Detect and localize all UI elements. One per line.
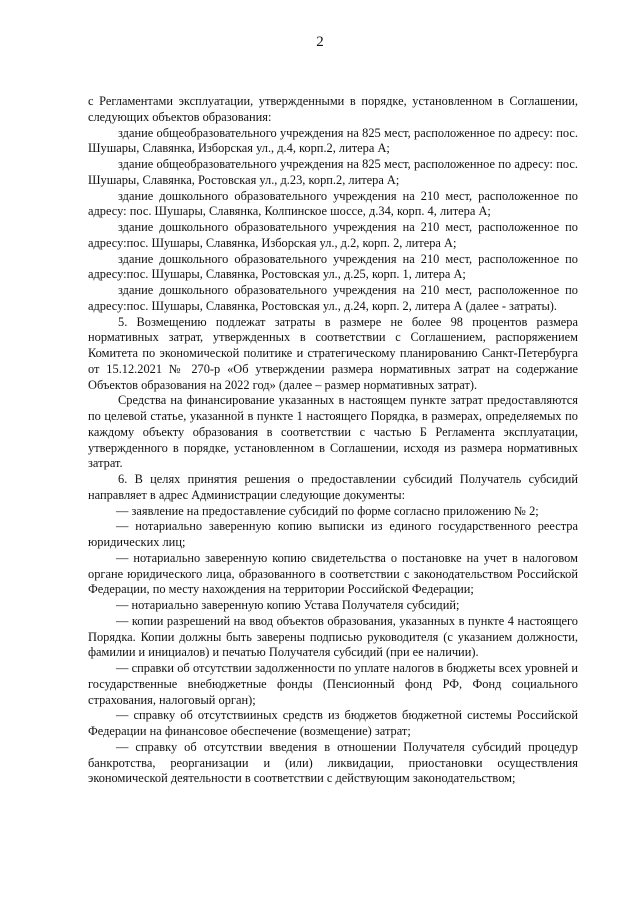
list-item-registry-extract: — нотариально заверенную копию выписки из единого государственного реестра юридических лиц; [88, 519, 578, 549]
paragraph-kindergarten-rostovskaya-24: здание дошкольного образовательного учреждения на 210 мест, расположенное по адресу:пос. Шушары, Славянка, Ростовская ул., д.24, корп. 2, литера А (далее - затраты). [88, 283, 578, 313]
paragraph-funding: Средства на финансирование указанных в настоящем пункте затрат предоставляются по целевой статье, указанной в пункте 1 настоящего Порядка, в размерах, определяемых по каждому объекту образования в соответствии с частью Б Регламента эксплуатации, утвержденного в порядке, установленном в Соглашении, исходя из размера нормативных затрат. [88, 393, 578, 471]
paragraph-school-izborskaya: здание общеобразовательного учреждения на 825 мест, расположенное по адресу: пос. Шушары, Славянка, Изборская ул., д.4, корп.2, литера А; [88, 125, 578, 156]
list-item-charter: — нотариально заверенную копию Устава Получателя субсидий; [116, 598, 460, 612]
page-number: 2 [316, 34, 324, 50]
list-item-permits: — копии разрешений на ввод объектов образования, указанных в пункте 4 настоящего Порядка. Копии должны быть заверены подписью руководителя (с указанием должности, фамилии и инициалов) и печатью Получателя субсидий (при ее наличии). [88, 613, 578, 660]
list-item-no-debt: — справки об отсутствии задолженности по уплате налогов в бюджеты всех уровней и государственные внебюджетные фонды (Пенсионный фонд РФ, Фонд социального страхования, налоговый орган); [88, 661, 578, 707]
paragraph-item-5: 5. Возмещению подлежат затраты в размере не более 98 процентов размера нормативных затрат, утвержденных в соответствии с Соглашением, распоряжением Комитета по экономической политике и стратегическому планированию Санкт-Петербурга от 15.12.2021 № 270-р «Об утверждении размера нормативных затрат на содержание Объектов образования на 2022 год» (далее – размер нормативных затрат). [88, 314, 578, 392]
paragraph-intro: с Регламентами эксплуатации, утвержденными в порядке, установленном в Соглашении, следующих объектов образования: [88, 94, 578, 124]
paragraph-kindergarten-kolpinskoe: здание дошкольного образовательного учреждения на 210 мест, расположенное по адресу: пос. Шушары, Славянка, Колпинское шоссе, д.34, корп. 4, литера А; [88, 188, 578, 219]
paragraph-item-6: 6. В целях принятия решения о предоставлении субсидий Получатель субсидий направляет в адрес Администрации следующие документы: [88, 472, 578, 502]
paragraph-kindergarten-izborskaya: здание дошкольного образовательного учреждения на 210 мест, расположенное по адресу:пос. Шушары, Славянка, Изборская ул., д.2, корп. 2, литера А; [88, 220, 578, 250]
document-body [88, 94, 578, 787]
paragraph-kindergarten-rostovskaya-25: здание дошкольного образовательного учреждения на 210 мест, расположенное по адресу:пос. Шушары, Славянка, Ростовская ул., д.25, корп. 1, литера А; [88, 251, 578, 282]
list-item-no-bankruptcy: — справку об отсутствии введения в отношении Получателя субсидий процедур банкротства, реорганизации и (или) ликвидации, приостановки осуществления экономической деятельности в соответствии с действующим законодательством; [88, 739, 578, 786]
paragraph-school-rostovskaya: здание общеобразовательного учреждения на 825 мест, расположенное по адресу: пос. Шушары, Славянка, Ростовская ул., д.23, корп.2, литера А; [88, 157, 578, 187]
list-item-tax-certificate: — нотариально заверенную копию свидетельства о постановке на учет в налоговом органе юридического лица, образованного в соответствии с законодательством Российской Федерации, по месту нахождения на территории Российской Федерации; [88, 550, 578, 597]
list-item-application: — заявление на предоставление субсидий по форме согласно приложению № 2; [116, 503, 539, 518]
list-item-no-budget-funds: — справку об отсутствииных средств из бюджетов бюджетной системы Российской Федерации на финансовое обеспечение (возмещение) затрат; [88, 708, 578, 738]
